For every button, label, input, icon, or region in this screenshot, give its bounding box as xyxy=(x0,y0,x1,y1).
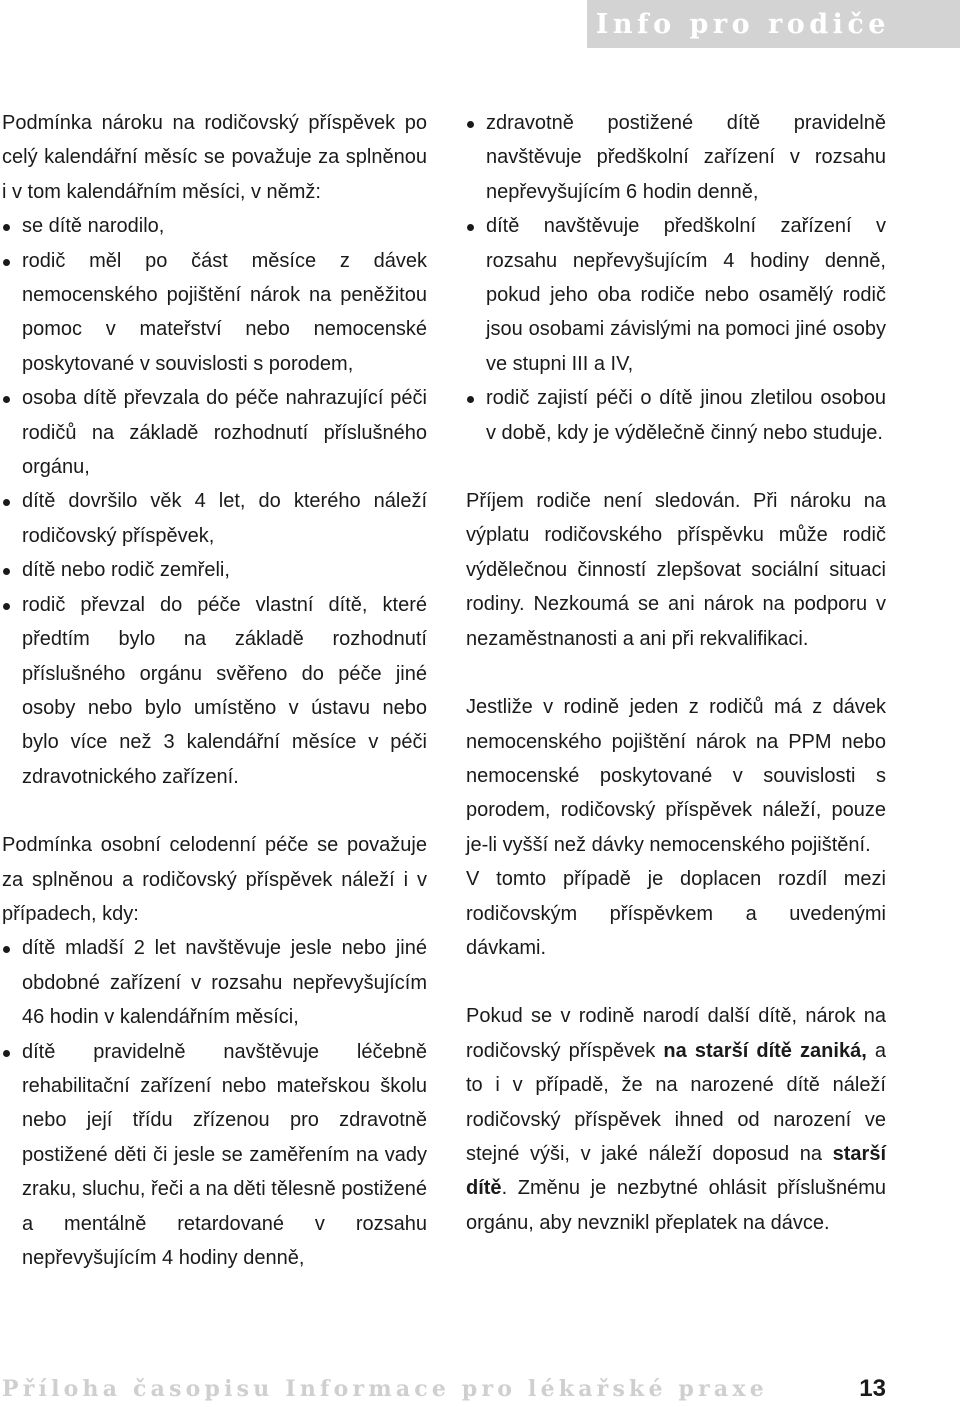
list-item: dítě mladší 2 let navštěvuje jesle nebo jiné obdobné zařízení v rozsahu nepřevyšujícím 46 hodin v kalendářním měsíci, xyxy=(2,931,427,1034)
section-title: Info pro rodiče xyxy=(595,9,890,40)
header-banner xyxy=(587,0,960,48)
income-paragraph: Příjem rodiče není sledován. Při nároku na výplatu rodičovského příspěvku může rodič výdělečnou činností zlepšovat sociální situaci rodiny. Nezkoumá se ani nárok na podporu v nezaměstnanosti a ani při rekvalifikaci. xyxy=(466,490,886,650)
list-item: rodič převzal do péče vlastní dítě, které předtím bylo na základě rozhodnutí příslušného orgánu svěřeno do péče jiné osoby nebo bylo umístěno v ústavu nebo bylo více než 3 kalendářní měsíce v péči zdravotnického zařízení. xyxy=(2,588,427,794)
intro-paragraph-1: Podmínka nároku na rodičovský příspěvek po celý kalendářní měsíc se považuje za splněnou i v tom kalendářním měsíci, v němž: xyxy=(2,112,427,203)
ppm-paragraph: Jestliže v rodině jeden z rodičů má z dávek nemocenského pojištění nárok na PPM nebo nemocenské poskytované v souvislosti s porodem, rodičovský příspěvek náleží, pouze je-li vyšší než dávky nemocenského pojištění. xyxy=(466,696,886,856)
footer-publication: Příloha časopisu Informace pro lékařské praxe xyxy=(2,1376,768,1402)
next-child-text-1: Pokud se v rodině narodí další dítě, nárok na rodičovský příspěvek xyxy=(466,1005,886,1062)
right-column xyxy=(466,106,886,1240)
intro-paragraph-2: Podmínka osobní celodenní péče se považuje za splněnou a rodičovský příspěvek náleží i v případech, kdy: xyxy=(2,834,427,925)
list-item: dítě nebo rodič zemřeli, xyxy=(2,553,427,587)
list-item: dítě dovršilo věk 4 let, do kterého náleží rodičovský příspěvek, xyxy=(2,484,427,553)
list-item: dítě navštěvuje předškolní zařízení v rozsahu nepřevyšujícím 4 hodiny denně, pokud jeho oba rodiče nebo osamělý rodič jsou osobami závislými na pomoci jiné osoby ve stupni III a IV, xyxy=(466,209,886,381)
next-child-emphasis-1: na starší dítě zaniká, xyxy=(663,1039,867,1062)
page-number: 13 xyxy=(859,1375,886,1402)
list-item: dítě pravidelně navštěvuje léčebně rehabilitační zařízení nebo mateřskou školu nebo její třídu zřízenou pro zdravotně postižené děti či jesle se zaměřením na vady zraku, sluchu, řeči a na děti tělesně postižené a mentálně retardované v rozsahu nepřevyšujícím 4 hodiny denně, xyxy=(2,1035,427,1276)
next-child-text-2: a to i v případě, že na narozené dítě náleží rodičovský příspěvek ihned od narození ve stejné výši, v jaké náleží doposud na xyxy=(466,1039,886,1165)
list-item: zdravotně postižené dítě pravidelně navštěvuje předškolní zařízení v rozsahu nepřevyšujícím 6 hodin denně, xyxy=(466,106,886,209)
ppm-difference-paragraph: V tomto případě je doplacen rozdíl mezi rodičovským příspěvkem a uvedenými dávkami. xyxy=(466,868,886,959)
claim-conditions-list xyxy=(2,209,427,794)
list-item: rodič měl po část měsíce z dávek nemocenského pojištění nárok na peněžitou pomoc v mateřství nebo nemocenské poskytované v souvislosti s porodem, xyxy=(2,244,427,382)
left-column xyxy=(2,106,427,1275)
next-child-emphasis-2: starší dítě xyxy=(466,1142,886,1200)
care-conditions-list xyxy=(2,931,427,1275)
care-conditions-list-continued xyxy=(466,106,886,450)
next-child-text-3: . Změnu je nezbytné ohlásit příslušnému orgánu, aby nevznikl přeplatek na dávce. xyxy=(466,1177,886,1234)
list-item: osoba dítě převzala do péče nahrazující péči rodičů na základě rozhodnutí příslušného orgánu, xyxy=(2,381,427,484)
list-item: se dítě narodilo, xyxy=(2,209,427,243)
list-item: rodič zajistí péči o dítě jinou zletilou osobou v době, kdy je výdělečně činný nebo studuje. xyxy=(466,381,886,450)
next-child-paragraph xyxy=(466,999,886,1240)
